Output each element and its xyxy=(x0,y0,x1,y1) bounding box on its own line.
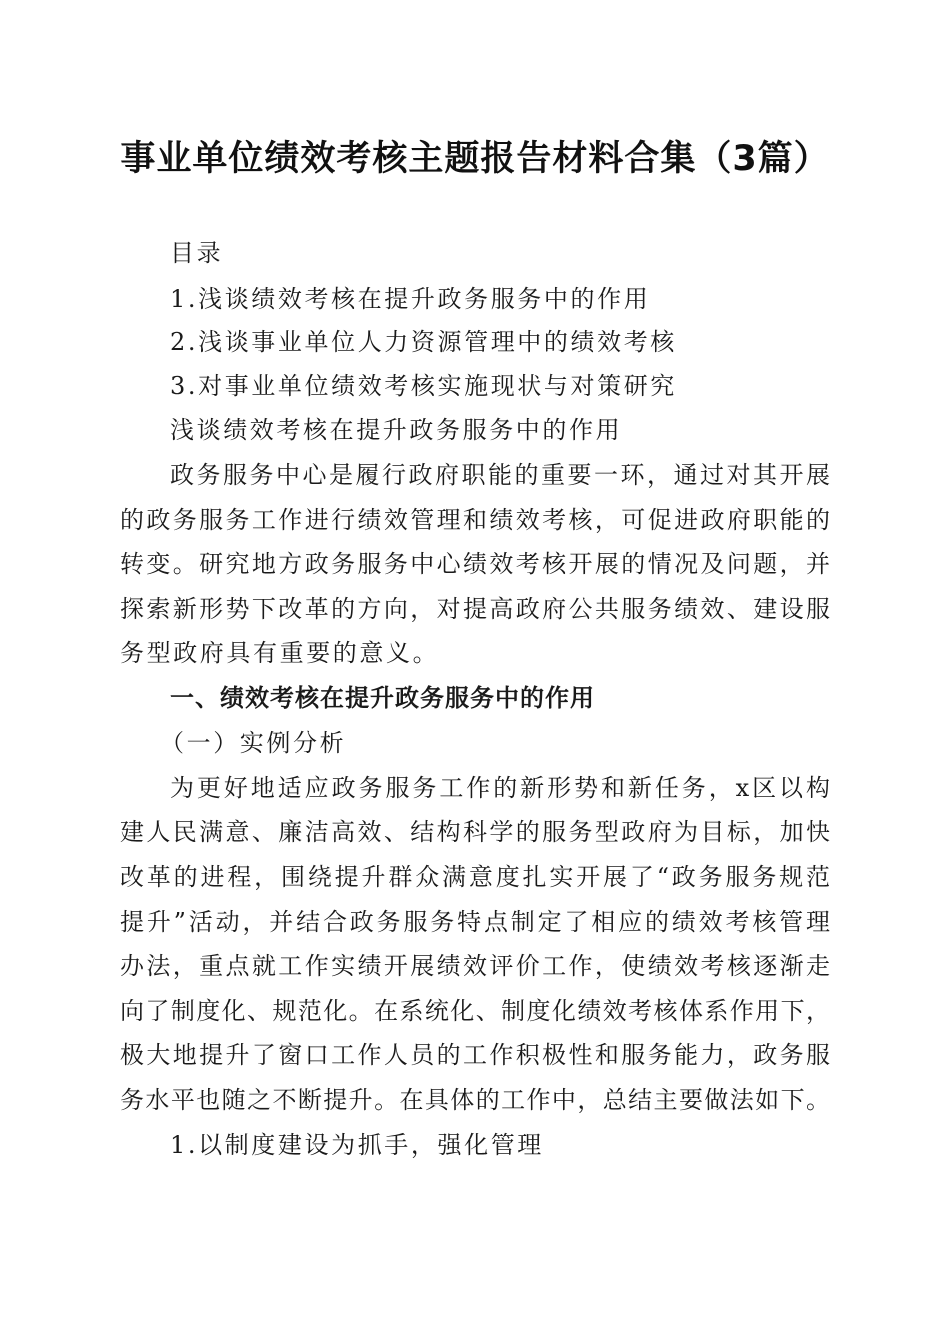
document-title: 事业单位绩效考核主题报告材料合集（3篇） xyxy=(120,139,830,179)
intro-line-3: 转变。研究地方政务服务中心绩效考核开展的情况及问题，并 xyxy=(120,550,830,578)
toc-item-3: 3.对事业单位绩效考核实施现状与对策研究 xyxy=(170,372,677,400)
body-line-1: 为更好地适应政务服务工作的新形势和新任务，x区以构 xyxy=(170,774,830,802)
toc-label: 目录 xyxy=(170,239,224,267)
body-line-5: 办法，重点就工作实绩开展绩效评价工作，使绩效考核逐渐走 xyxy=(120,952,830,980)
subsection-heading: （一）实例分析 xyxy=(160,729,347,757)
toc-item-2: 2.浅谈事业单位人力资源管理中的绩效考核 xyxy=(170,328,677,356)
toc-item-1: 1.浅谈绩效考核在提升政务服务中的作用 xyxy=(170,285,651,313)
article-title: 浅谈绩效考核在提升政务服务中的作用 xyxy=(170,416,623,444)
intro-line-5: 务型政府具有重要的意义。 xyxy=(120,639,440,667)
intro-line-2: 的政务服务工作进行绩效管理和绩效考核，可促进政府职能的 xyxy=(120,506,830,534)
body-line-6: 向了制度化、规范化。在系统化、制度化绩效考核体系作用下， xyxy=(120,997,830,1025)
intro-line-1: 政务服务中心是履行政府职能的重要一环，通过对其开展 xyxy=(170,461,830,489)
item-heading: 1.以制度建设为抓手，强化管理 xyxy=(170,1131,544,1159)
body-line-3: 改革的进程，围绕提升群众满意度扎实开展了“政务服务规范 xyxy=(120,863,830,891)
body-line-4: 提升”活动，并结合政务服务特点制定了相应的绩效考核管理 xyxy=(120,908,830,936)
body-line-2: 建人民满意、廉洁高效、结构科学的服务型政府为目标，加快 xyxy=(120,818,830,846)
body-line-8: 务水平也随之不断提升。在具体的工作中，总结主要做法如下。 xyxy=(120,1086,830,1114)
intro-line-4: 探索新形势下改革的方向，对提高政府公共服务绩效、建设服 xyxy=(120,595,830,623)
section-heading: 一、绩效考核在提升政务服务中的作用 xyxy=(170,684,595,712)
body-line-7: 极大地提升了窗口工作人员的工作积极性和服务能力，政务服 xyxy=(120,1041,830,1069)
